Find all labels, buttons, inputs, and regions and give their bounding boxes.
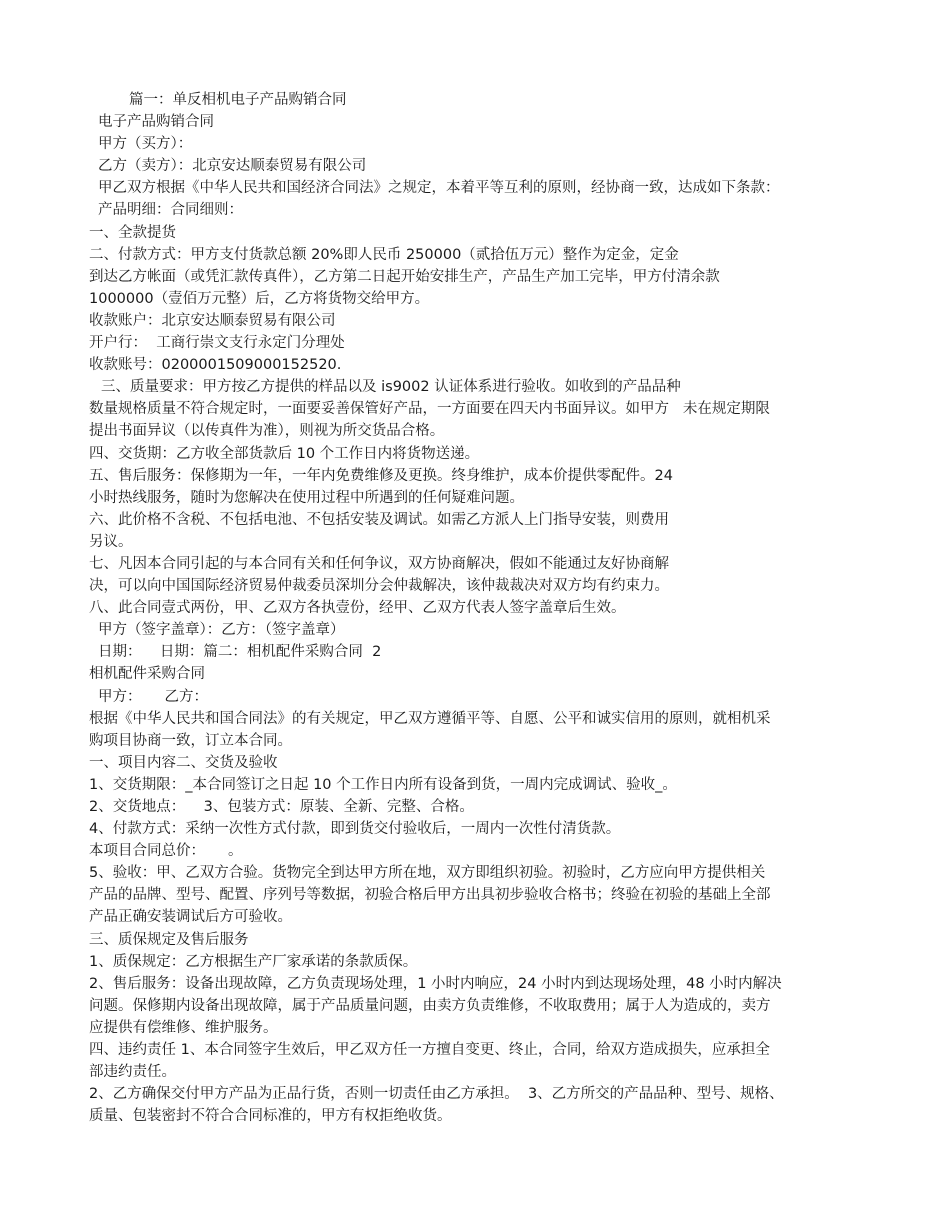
text-line: 部违约责任。 <box>89 1064 176 1081</box>
text-line: 另议。 <box>89 533 133 550</box>
text-line: 五、售后服务：保修期为一年，一年内免费维修及更换。终身维护，成本价提供零配件。24 <box>89 467 673 484</box>
text-line: 八、此合同壹式两份，甲、乙双方各执壹份，经甲、乙双方代表人签字盖章后生效。 <box>89 600 626 617</box>
text-line: 产品的品牌、型号、配置、序列号等数据，初验合格后甲方出具初步验收合格书；终验在初验的基础上全部 <box>89 887 771 904</box>
section-title-1: 篇一：单反相机电子产品购销合同 <box>129 92 347 108</box>
text-line: 四、交货期：乙方收全部货款后 10 个工作日内将货物送递。 <box>89 445 480 462</box>
text-line: 决，可以向中国国际经济贸易仲裁委员深圳分会仲裁解决，该仲裁裁决对双方均有约束力。 <box>89 578 669 595</box>
text-line: 数量规格质量不符合规定时，一面要妥善保管好产品，一方面要在四天内书面异议。如甲方 未在规定期限 <box>89 401 770 418</box>
text-line: 开户行： 工商行崇文支行永定门分理处 <box>89 335 345 352</box>
text-line: 5、验收：甲、乙双方合验。货物完全到达甲方所在地，双方即组织初验。初验时，乙方应向甲方提供相关 <box>89 865 766 882</box>
text-line: 七、凡因本合同引起的与本合同有关和任何争议，双方协商解决，假如不能通过友好协商解 <box>89 555 669 572</box>
text-line: 甲乙双方根据《中华人民共和国经济合同法》之规定，本着平等互利的原则，经协商一致，达成如下条款： <box>98 180 780 197</box>
text-line: 问题。保修期内设备出现故障，属于产品质量问题，由卖方负责维修，不收取费用；属于人为造成的，卖方 <box>89 997 771 1014</box>
text-line: 到达乙方帐面（或凭汇款传真件），乙方第二日起开始安排生产，产品生产加工完毕，甲方付清余款 <box>89 268 720 285</box>
text-line: 四、违约责任 1、本合同签字生效后，甲乙双方任一方擅自变更、终止，合同，给双方造成损失，应承担全 <box>89 1042 770 1059</box>
text-line: 一、全款提货 <box>89 224 176 241</box>
text-line: 甲方： 乙方： <box>98 688 209 705</box>
text-line: 收款账号：0200001509000152520. <box>89 357 342 374</box>
text-line: 六、此价格不含税、不包括电池、不包括安装及调试。如需乙方派人上门指导安装，则费用 <box>89 511 669 528</box>
text-line: 三、质保规定及售后服务 <box>89 931 249 948</box>
text-line: 根据《中华人民共和国合同法》的有关规定，甲乙双方遵循平等、自愿、公平和诚实信用的原则，就相机采 <box>89 710 771 727</box>
contract-title-2: 相机配件采购合同 <box>89 666 205 683</box>
text-line: 1、交货期限：_本合同签订之日起 10 个工作日内所有设备到货，一周内完成调试、验收_。 <box>89 776 677 793</box>
text-line: 收款账户：北京安达顺泰贸易有限公司 <box>89 312 336 329</box>
text-line: 二、付款方式：甲方支付货款总额 20%即人民币 250000（贰拾伍万元）整作为定金，定金 <box>89 246 679 263</box>
text-line: 本项目合同总价： 。 <box>89 843 243 860</box>
text-line: 4、付款方式：采纳一次性方式付款，即到货交付验收后，一周内一次性付清货款。 <box>89 821 621 838</box>
contract-title-1: 电子产品购销合同 <box>98 114 214 131</box>
text-line: 甲方（买方）： <box>98 136 193 153</box>
text-line: 提出书面异议（以传真件为准），则视为所交货品合格。 <box>89 423 445 440</box>
text-line: 乙方（卖方）：北京安达顺泰贸易有限公司 <box>98 158 367 175</box>
text-line: 三、质量要求：甲方按乙方提供的样品以及 is9002 认证体系进行验收。如收到的产品品种 <box>101 379 681 396</box>
text-line: 2、售后服务：设备出现故障，乙方负责现场处理，1 小时内响应，24 小时内到达现场处理，48 小时内解决 <box>89 975 782 992</box>
text-line: 产品明细：合同细则： <box>98 202 243 219</box>
text-line: 甲方（签字盖章）：乙方：（签字盖章） <box>98 622 345 639</box>
text-line: 日期： 日期：篇二：相机配件采购合同 2 <box>98 644 382 661</box>
text-line: 应提供有偿维修、维护服务。 <box>89 1019 278 1036</box>
text-line: 小时热线服务，随时为您解决在使用过程中所遇到的任何疑难问题。 <box>89 489 524 506</box>
text-line: 2、交货地点： 3、包装方式：原装、全新、完整、合格。 <box>89 799 474 815</box>
text-line: 产品正确安装调试后方可验收。 <box>89 909 292 926</box>
text-line: 质量、包装密封不符合合同标准的，甲方有权拒绝收货。 <box>89 1108 452 1125</box>
text-line: 一、项目内容二、交货及验收 <box>89 754 278 771</box>
document-body <box>89 89 864 1127</box>
text-line: 1、质保规定：乙方根据生产厂家承诺的条款质保。 <box>89 953 418 970</box>
text-line: 1000000（壹佰万元整）后，乙方将货物交给甲方。 <box>89 290 430 307</box>
text-line: 购项目协商一致，订立本合同。 <box>89 732 292 749</box>
text-line: 2、乙方确保交付甲方产品为正品行货，否则一切责任由乙方承担。 3、乙方所交的产品品种、型号、规格、 <box>89 1086 784 1103</box>
